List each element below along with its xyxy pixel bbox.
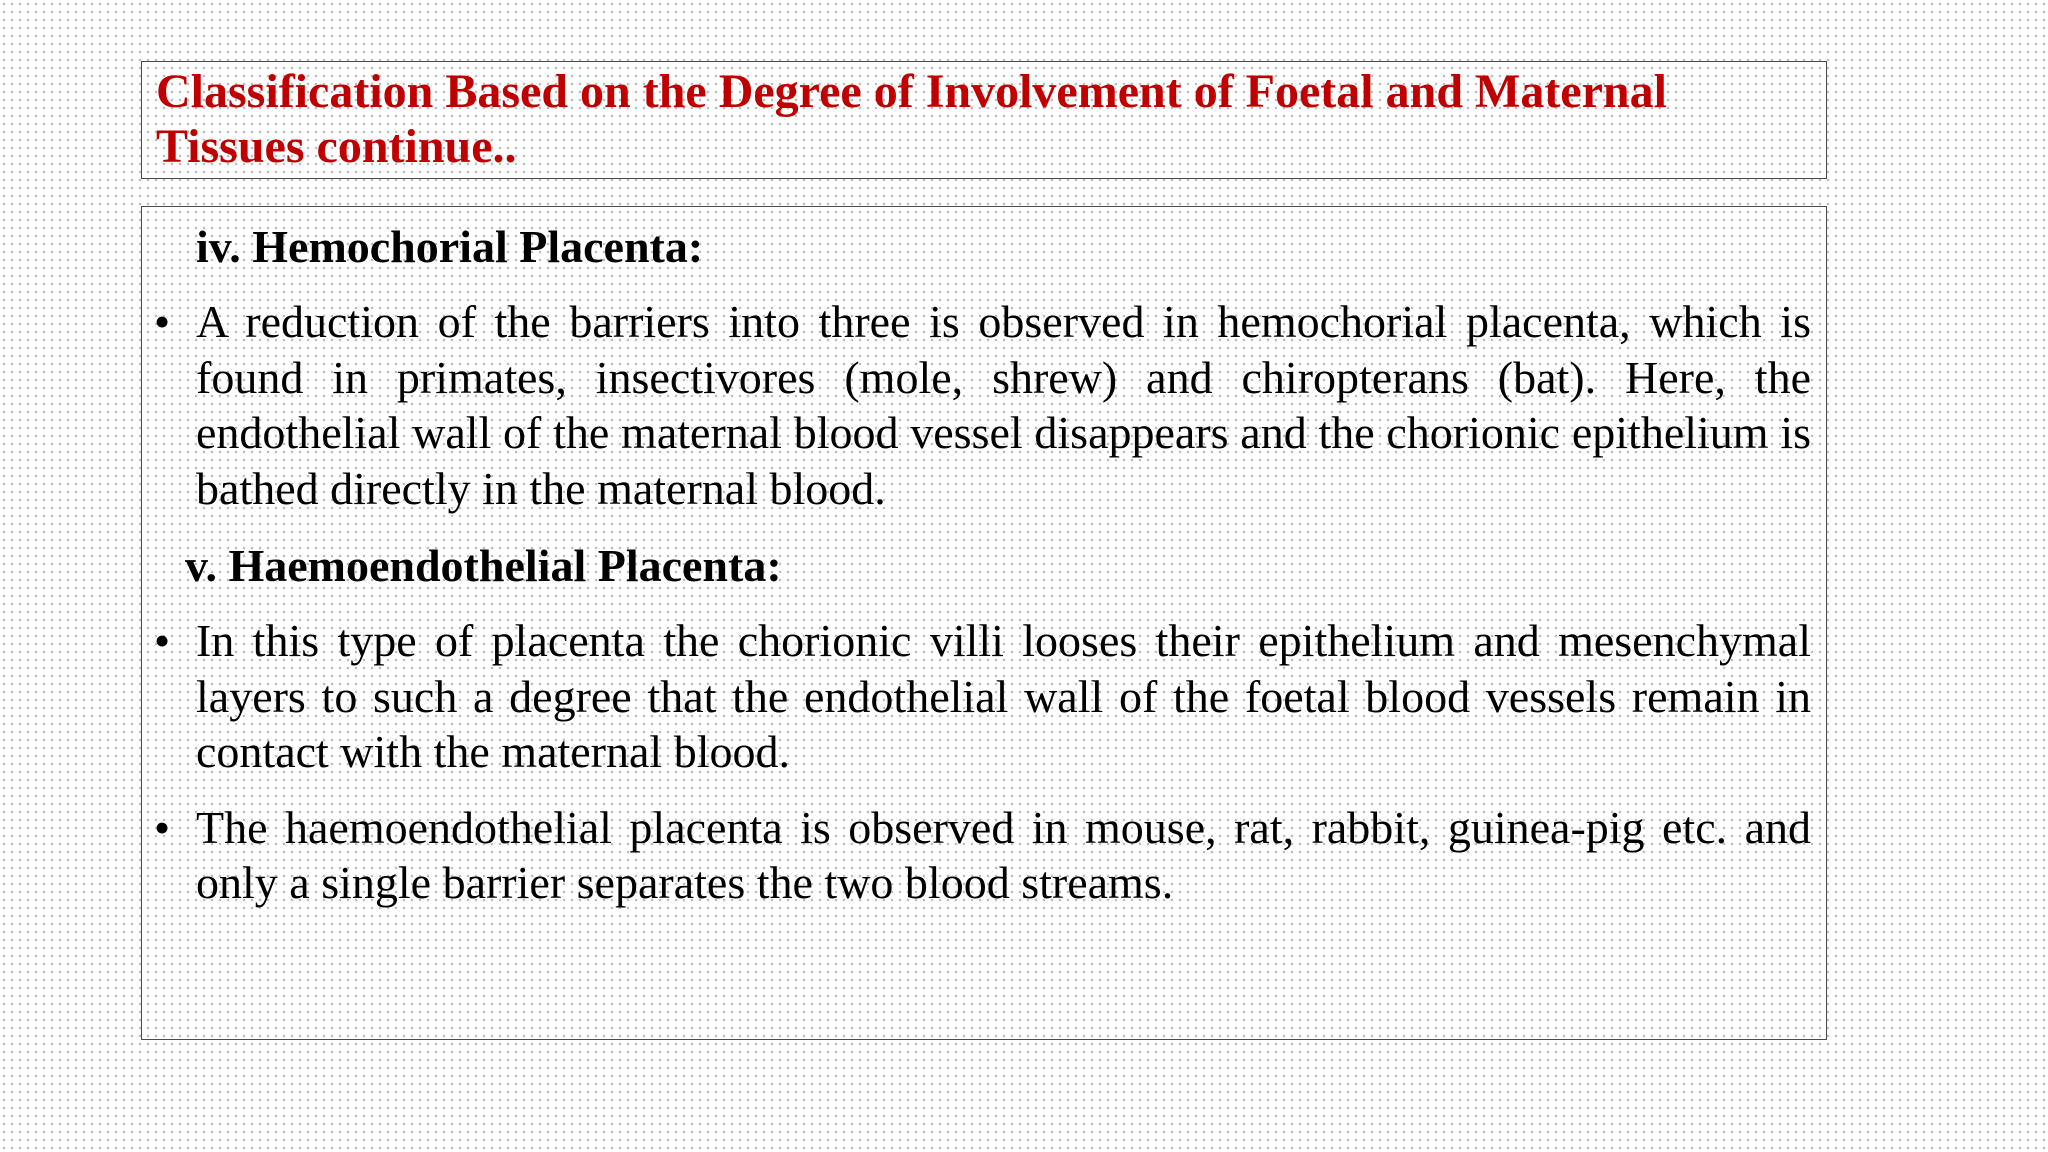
bullet-icon: • xyxy=(154,296,171,347)
slide-title: Classification Based on the Degree of Involvement of Foetal and Maternal Tissues continue.. xyxy=(156,65,1667,173)
bullet-text: The haemoendothelial placenta is observed in mouse, rat, rabbit, guinea-pig etc. and only a single barrier separates the two blood streams. xyxy=(196,801,1811,908)
bullet-item xyxy=(154,294,1811,516)
bullet-text: In this type of placenta the chorionic villi looses their epithelium and mesenchymal layers to such a degree that the endothelial wall of the foetal blood vessels remain in contact with the maternal blood. xyxy=(196,615,1811,777)
title-box xyxy=(141,61,1827,179)
section-heading-hemochorial: iv. Hemochorial Placenta: xyxy=(196,221,704,272)
bullet-icon: • xyxy=(154,615,171,666)
section-heading-haemoendothelial: v. Haemoendothelial Placenta: xyxy=(185,540,782,591)
bullet-item xyxy=(154,613,1811,780)
bullet-icon: • xyxy=(154,801,171,853)
bullet-text: A reduction of the barriers into three is observed in hemochorial placenta, which is found in primates, insectivores (mole, shrew) and chiropterans (bat). Here, the endothelial wall of the maternal blood vessel disappears and the chorionic epithelium is bathed directly in the maternal blood. xyxy=(196,296,1811,514)
bullet-item xyxy=(154,800,1811,911)
content-box xyxy=(141,206,1827,1040)
